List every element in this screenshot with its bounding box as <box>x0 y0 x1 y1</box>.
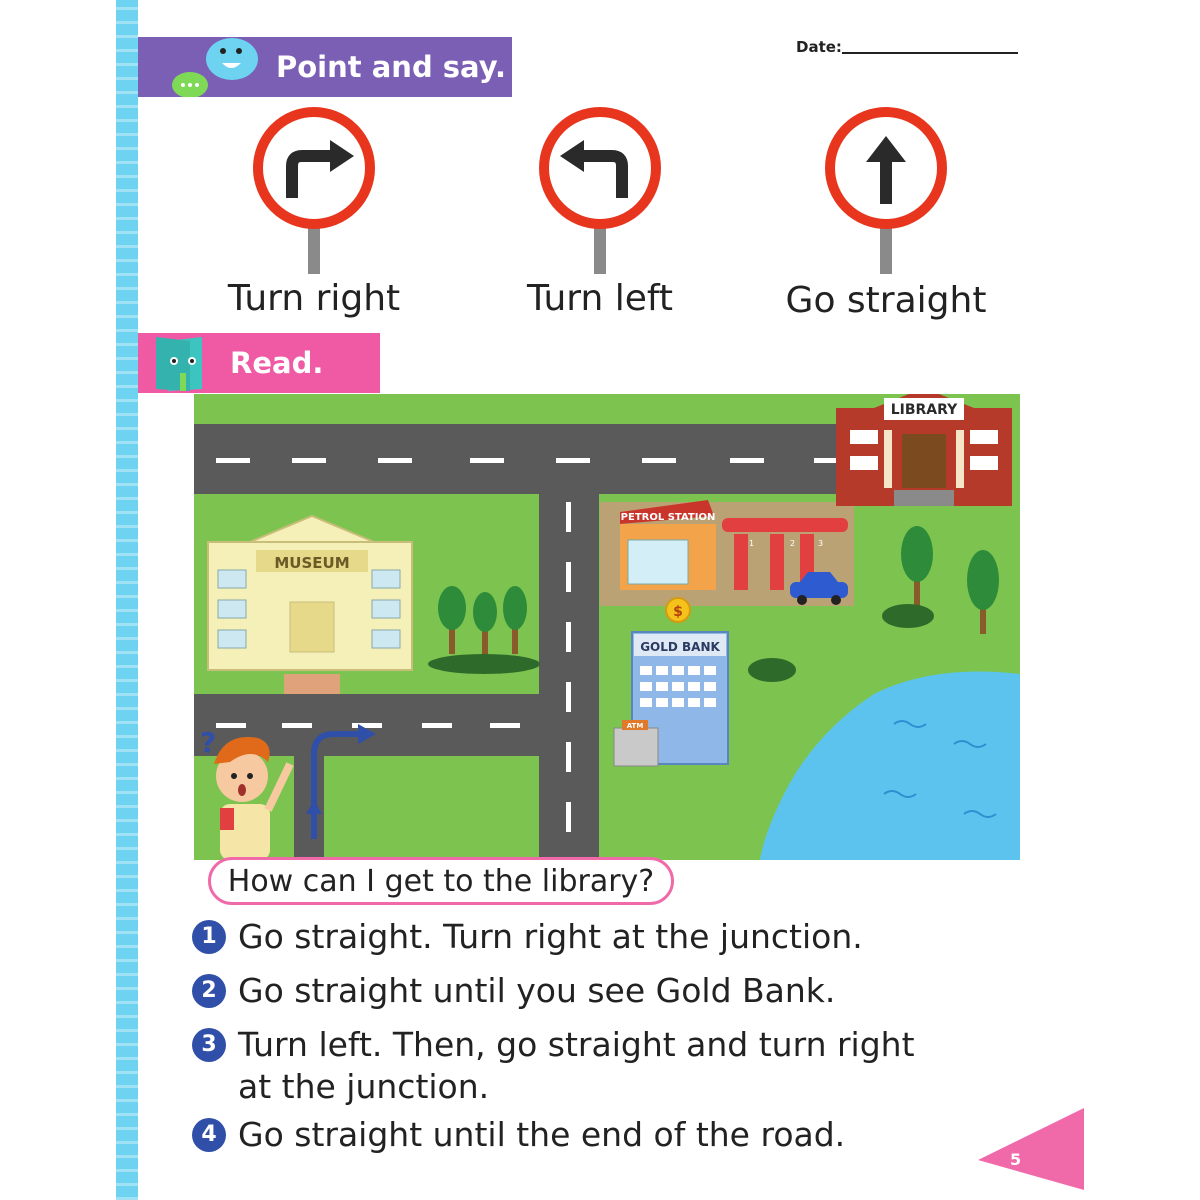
date-write-line[interactable] <box>842 52 1018 54</box>
book-icon <box>138 333 218 393</box>
question-mark: ? <box>200 726 217 759</box>
sign-go-straight <box>822 106 950 280</box>
atm-label: ATM <box>626 722 644 730</box>
pump-3-label: 3 <box>818 539 824 548</box>
pump-2-label: 2 <box>790 539 796 548</box>
step-text: Go straight until you see Gold Bank. <box>238 971 836 1010</box>
step-number: 4 <box>192 1118 226 1152</box>
read-banner <box>138 333 380 393</box>
step-text: Go straight until the end of the road. <box>238 1115 846 1154</box>
dollar-sign: $ <box>673 604 683 620</box>
read-title: Read. <box>230 346 324 380</box>
step-3 <box>192 1024 952 1108</box>
date-label: Date: <box>796 38 842 56</box>
town-map <box>194 394 1020 860</box>
side-road <box>294 756 324 860</box>
page-number: 5 <box>1010 1150 1022 1169</box>
page-corner-triangle <box>978 1108 1084 1190</box>
sign-label-turn-left: Turn left <box>526 278 674 319</box>
gold-bank-label: GOLD BANK <box>640 640 720 654</box>
step-number: 1 <box>192 920 226 954</box>
library-building <box>836 394 1012 506</box>
point-and-say-banner <box>138 37 512 97</box>
sign-turn-left <box>536 106 664 280</box>
step-number: 3 <box>192 1028 226 1062</box>
petrol-station <box>600 500 854 606</box>
library-label: LIBRARY <box>890 402 958 418</box>
step-1 <box>192 916 952 958</box>
pump-1-label: 1 <box>749 539 755 548</box>
museum-building <box>208 516 412 694</box>
sign-label-turn-right: Turn right <box>227 278 401 319</box>
chat-bubbles-icon <box>138 37 258 97</box>
petrol-station-label: PETROL STATION <box>620 512 716 523</box>
question-speech-bubble: How can I get to the library? <box>208 857 674 905</box>
step-2 <box>192 970 952 1012</box>
point-and-say-title: Point and say. <box>276 50 506 84</box>
step-text: Turn left. Then, go straight and turn right at the junction. <box>238 1025 915 1106</box>
step-4 <box>192 1114 952 1156</box>
step-number: 2 <box>192 974 226 1008</box>
page-spine-stripe <box>116 0 138 1200</box>
sign-label-go-straight: Go straight <box>785 280 987 321</box>
museum-label: MUSEUM <box>274 554 350 572</box>
step-text: Go straight. Turn right at the junction. <box>238 917 863 956</box>
sign-turn-right <box>250 106 378 280</box>
